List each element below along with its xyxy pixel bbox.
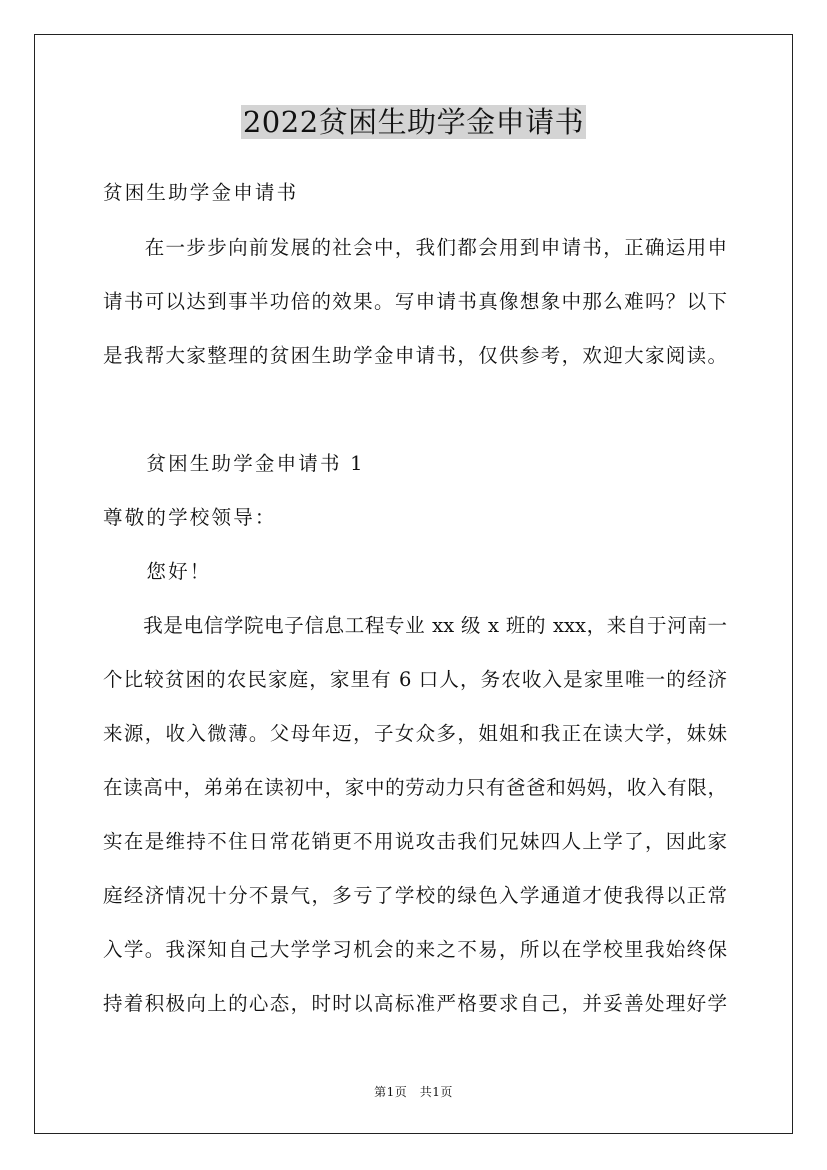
paragraph-line: 个比较贫困的农民家庭，家里有 6 口人，务农收入是家里唯一的经济 xyxy=(103,668,727,691)
paragraph-line: 我是电信学院电子信息工程专业 xx 级 x 班的 xxx，来自于河南一 xyxy=(103,614,727,637)
paragraph-line: 在一步步向前发展的社会中，我们都会用到申请书，正确运用申 xyxy=(103,236,727,259)
paragraph-line: 实在是维持不住日常花销更不用说攻击我们兄妹四人上学了，因此家 xyxy=(103,830,727,853)
subtitle-line: 贫困生助学金申请书 xyxy=(103,181,299,204)
paragraph-line: 入学。我深知自己大学学习机会的来之不易，所以在学校里我始终保 xyxy=(103,938,727,961)
salutation: 尊敬的学校领导： xyxy=(103,506,277,529)
section-heading: 贫困生助学金申请书 1 xyxy=(103,452,365,475)
paragraph-line: 庭经济情况十分不景气，多亏了学校的绿色入学通道才使我得以正常 xyxy=(103,884,727,907)
paragraph-line: 在读高中，弟弟在读初中，家中的劳动力只有爸爸和妈妈，收入有限， xyxy=(103,776,727,799)
paragraph-line: 持着积极向上的心态，时时以高标准严格要求自己，并妥善处理好学 xyxy=(103,992,727,1015)
paragraph-line: 是我帮大家整理的贫困生助学金申请书，仅供参考，欢迎大家阅读。 xyxy=(103,344,727,367)
greeting: 您好！ xyxy=(103,560,212,583)
paragraph-line: 来源，收入微薄。父母年迈，子女众多，姐姐和我正在读大学，妹妹 xyxy=(103,722,727,745)
document-title: 2022贫困生助学金申请书 xyxy=(242,105,585,139)
page-number: 第1页 共1页 xyxy=(374,1085,453,1099)
paragraph-line: 请书可以达到事半功倍的效果。写申请书真像想象中那么难吗？以下 xyxy=(103,290,727,313)
